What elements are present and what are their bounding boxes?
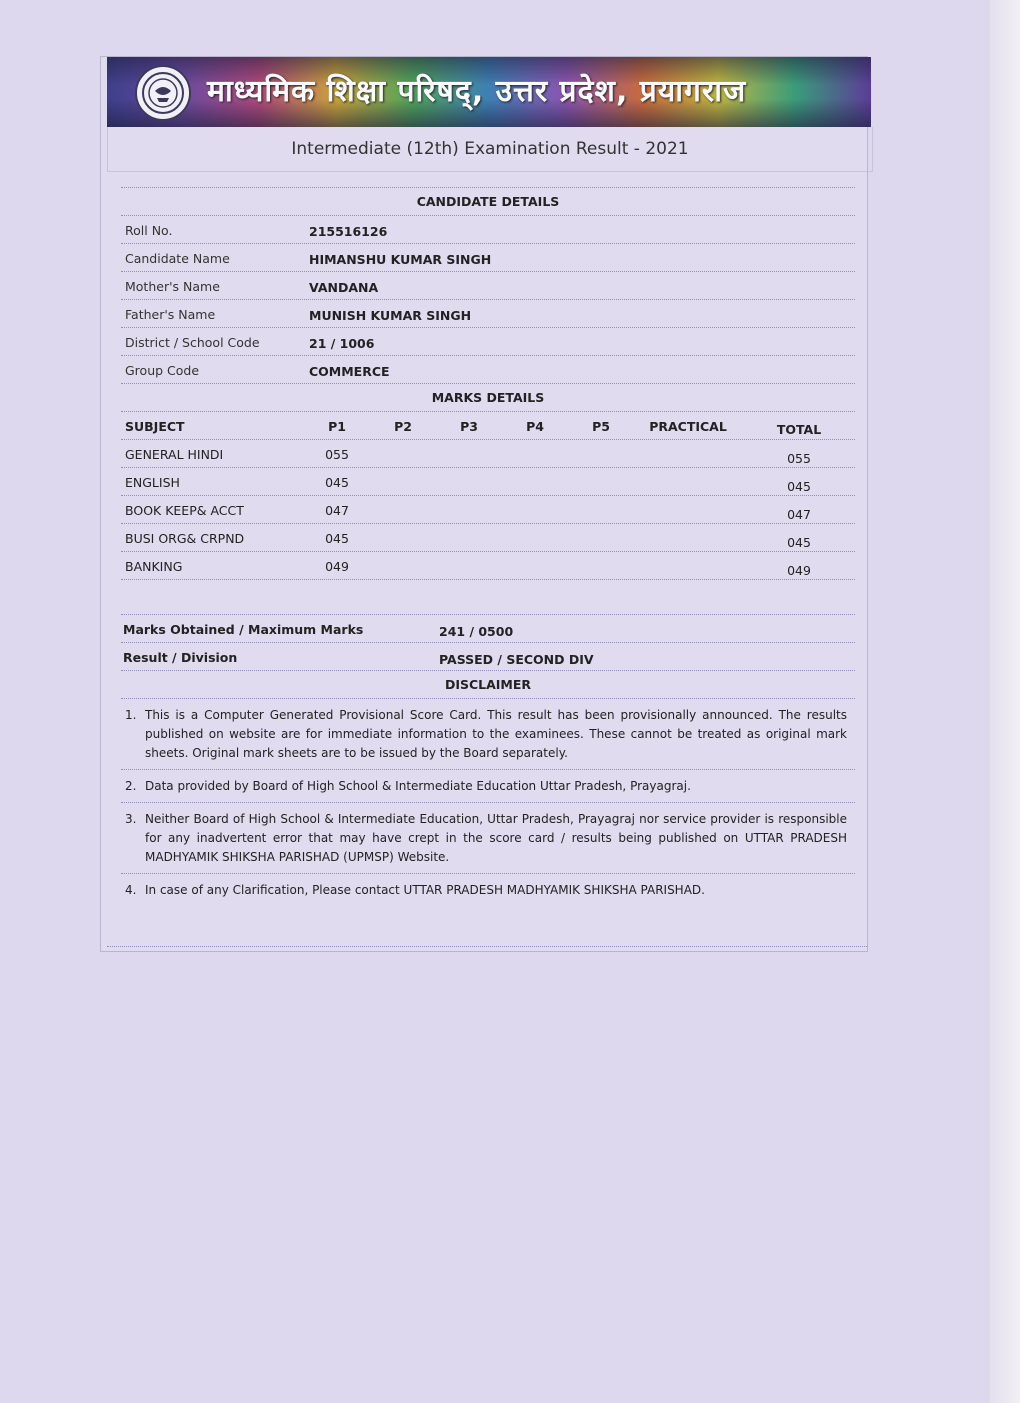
up-government-emblem-icon xyxy=(135,65,191,121)
field-value: HIMANSHU KUMAR SINGH xyxy=(309,252,492,267)
p1-cell: 047 xyxy=(325,503,349,518)
candidate-row-name xyxy=(121,244,855,272)
col-header-subject: SUBJECT xyxy=(125,419,185,434)
field-label: Group Code xyxy=(125,363,200,378)
total-cell: 045 xyxy=(787,479,811,494)
result-card xyxy=(100,56,868,952)
col-header-p5: P5 xyxy=(592,419,610,434)
total-cell: 049 xyxy=(787,563,811,578)
subject-cell: BUSI ORG& CRPND xyxy=(125,531,245,546)
list-item xyxy=(121,770,855,803)
disclaimer-text: This is a Computer Generated Provisional Score Card. This result has been provisionally announced. The results published on website are for immediate information to the examinees. These cannot be treated as original mark sheets. Original mark sheets are to be issued by the Board separately. xyxy=(145,708,847,760)
candidate-details-heading: CANDIDATE DETAILS xyxy=(121,187,855,216)
table-row xyxy=(121,440,855,468)
col-header-total: TOTAL xyxy=(776,422,822,437)
list-item xyxy=(121,874,855,906)
subject-cell: BANKING xyxy=(125,559,183,574)
candidate-row-district xyxy=(121,328,855,356)
field-value: VANDANA xyxy=(309,280,379,295)
candidate-row-mother xyxy=(121,272,855,300)
p1-cell: 055 xyxy=(325,447,349,462)
p1-cell: 049 xyxy=(325,559,349,574)
field-label: Candidate Name xyxy=(125,251,230,266)
disclaimer-heading: DISCLAIMER xyxy=(121,671,855,699)
spacer xyxy=(121,580,855,615)
table-row xyxy=(121,552,855,580)
result-sheet xyxy=(121,187,855,906)
disclaimer-text: Data provided by Board of High School & Intermediate Education Uttar Pradesh, Prayagraj. xyxy=(145,779,691,793)
list-number: 4. xyxy=(125,883,137,897)
p1-cell: 045 xyxy=(325,475,349,490)
disclaimer-text: In case of any Clarification, Please contact UTTAR PRADESH MADHYAMIK SHIKSHA PARISHAD. xyxy=(145,883,705,897)
page-edge xyxy=(990,0,1020,1403)
board-title: माध्यमिक शिक्षा परिषद्, उत्तर प्रदेश, प्रयागराज xyxy=(207,74,747,109)
marks-header-row xyxy=(121,412,855,440)
field-value: COMMERCE xyxy=(309,364,390,379)
card-bottom-rule xyxy=(107,946,867,947)
field-value: MUNISH KUMAR SINGH xyxy=(309,308,472,323)
list-item xyxy=(121,699,855,770)
field-label: Mother's Name xyxy=(125,279,220,294)
col-header-p1: P1 xyxy=(328,419,346,434)
candidate-row-group xyxy=(121,356,855,384)
marks-obtained-value: 241 / 0500 xyxy=(439,624,514,639)
col-header-p3: P3 xyxy=(460,419,478,434)
field-value: 21 / 1006 xyxy=(309,336,375,351)
field-label: District / School Code xyxy=(125,335,260,350)
marks-obtained-label: Marks Obtained / Maximum Marks xyxy=(123,622,364,637)
header-banner xyxy=(107,57,871,127)
disclaimer-list xyxy=(121,699,855,906)
candidate-row-father xyxy=(121,300,855,328)
result-division-label: Result / Division xyxy=(123,650,238,665)
table-row xyxy=(121,468,855,496)
marks-obtained-row xyxy=(121,615,855,643)
col-header-practical: PRACTICAL xyxy=(649,419,727,434)
field-value: 215516126 xyxy=(309,224,388,239)
col-header-p2: P2 xyxy=(394,419,412,434)
list-number: 3. xyxy=(125,812,137,826)
marks-details-heading: MARKS DETAILS xyxy=(121,384,855,412)
total-cell: 047 xyxy=(787,507,811,522)
result-division-value: PASSED / SECOND DIV xyxy=(439,652,594,667)
table-row xyxy=(121,496,855,524)
list-item xyxy=(121,803,855,874)
candidate-row-roll xyxy=(121,216,855,244)
subject-cell: GENERAL HINDI xyxy=(125,447,224,462)
p1-cell: 045 xyxy=(325,531,349,546)
total-cell: 045 xyxy=(787,535,811,550)
subject-cell: BOOK KEEP& ACCT xyxy=(125,503,244,518)
subject-cell: ENGLISH xyxy=(125,475,180,490)
field-label: Father's Name xyxy=(125,307,216,322)
col-header-p4: P4 xyxy=(526,419,544,434)
exam-title: Intermediate (12th) Examination Result - 2021 xyxy=(107,127,873,172)
list-number: 1. xyxy=(125,708,137,722)
table-row xyxy=(121,524,855,552)
disclaimer-text: Neither Board of High School & Intermediate Education, Uttar Pradesh, Prayagraj nor service provider is responsible for any inadvertent error that may have crept in the score card / results being published on UTTAR PRADESH MADHYAMIK SHIKSHA PARISHAD (UPMSP) Website. xyxy=(145,812,847,864)
total-cell: 055 xyxy=(787,451,811,466)
field-label: Roll No. xyxy=(125,223,173,238)
list-number: 2. xyxy=(125,779,137,793)
result-division-row xyxy=(121,643,855,671)
